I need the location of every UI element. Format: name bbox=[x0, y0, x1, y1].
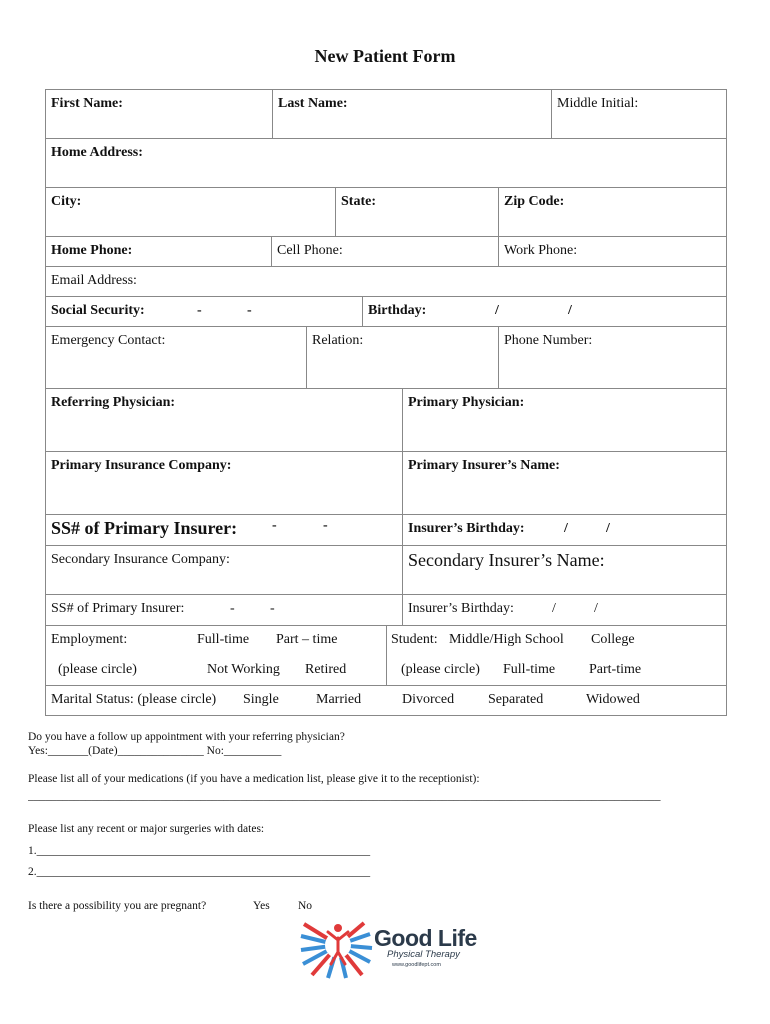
secondary-insurance-field[interactable]: Secondary Insurance Company: bbox=[51, 552, 230, 567]
email-row bbox=[46, 267, 726, 297]
ssn-dash: - bbox=[247, 303, 252, 318]
first-name-field[interactable]: First Name: bbox=[51, 96, 123, 111]
ssn-dash: - bbox=[197, 303, 202, 318]
pregnancy-question: Is there a possibility you are pregnant? bbox=[28, 900, 207, 912]
ssn-row bbox=[46, 297, 726, 327]
date-slash: / bbox=[552, 601, 556, 616]
home-address-field[interactable]: Home Address: bbox=[51, 145, 143, 160]
pregnancy-no-option[interactable]: No bbox=[298, 900, 313, 912]
option-full-time[interactable]: Full-time bbox=[197, 632, 250, 647]
surgeries-question: Please list any recent or major surgeries with dates: bbox=[28, 823, 265, 835]
emergency-row bbox=[46, 327, 726, 389]
date-slash: / bbox=[606, 521, 610, 536]
insurance-row bbox=[46, 452, 726, 515]
page-title: New Patient Form bbox=[314, 46, 456, 66]
ssn-dash: - bbox=[323, 518, 328, 533]
option-married[interactable]: Married bbox=[316, 692, 362, 707]
social-security-field[interactable]: Social Security: - - bbox=[51, 303, 252, 318]
zip-field[interactable]: Zip Code: bbox=[498, 188, 726, 236]
middle-initial-field[interactable]: Middle Initial: bbox=[551, 90, 726, 138]
option-not-working[interactable]: Not Working bbox=[207, 662, 280, 677]
secondary-insurer-birthday-field[interactable]: Insurer’s Birthday: / / bbox=[402, 595, 726, 625]
work-phone-field[interactable]: Work Phone: bbox=[498, 237, 726, 266]
logo-name: Good Life bbox=[374, 925, 477, 951]
address-row bbox=[46, 139, 726, 188]
primary-insurance-field[interactable]: Primary Insurance Company: bbox=[51, 458, 232, 473]
ssn-dash: - bbox=[230, 601, 235, 616]
medications-question: Please list all of your medications (if you have a medication list, please give it to the receptionist): bbox=[28, 773, 480, 785]
insurer-birthday-field[interactable]: Insurer’s Birthday: / / bbox=[402, 515, 726, 545]
logo-url: www.goodlifept.com bbox=[392, 962, 441, 968]
date-slash: / bbox=[564, 521, 568, 536]
follow-up-question: Do you have a follow up appointment with your referring physician? bbox=[28, 731, 345, 743]
city-row bbox=[46, 188, 726, 237]
ssn-dash: - bbox=[270, 601, 275, 616]
surgery-line-1[interactable]: 1.__________________________________________________________ bbox=[28, 845, 371, 857]
date-slash: / bbox=[594, 601, 598, 616]
primary-insurer-name-field[interactable]: Primary Insurer’s Name: bbox=[402, 452, 726, 514]
employment-field: Employment: Full-time Part – time (please circle) Not Working Retired bbox=[51, 632, 347, 677]
pregnancy-yes-option[interactable]: Yes bbox=[253, 900, 270, 912]
option-widowed[interactable]: Widowed bbox=[586, 692, 640, 707]
option-student-full-time[interactable]: Full-time bbox=[503, 662, 556, 677]
primary-insurer-ssn-field[interactable]: SS# of Primary Insurer: - - bbox=[51, 518, 328, 538]
date-slash: / bbox=[568, 303, 572, 318]
cell-phone-field[interactable]: Cell Phone: bbox=[271, 237, 498, 266]
option-divorced[interactable]: Divorced bbox=[402, 692, 455, 707]
secondary-insurer-name-field[interactable]: Secondary Insurer’s Name: bbox=[402, 546, 726, 594]
primary-insurer-ssn-row bbox=[46, 515, 726, 546]
birthday-field[interactable]: Birthday: / / bbox=[362, 297, 726, 326]
state-field[interactable]: State: bbox=[335, 188, 498, 236]
name-row bbox=[46, 90, 726, 139]
option-separated[interactable]: Separated bbox=[488, 692, 544, 707]
email-field[interactable]: Email Address: bbox=[51, 273, 137, 288]
home-phone-field[interactable]: Home Phone: bbox=[51, 243, 133, 258]
secondary-insurer-ssn-row bbox=[46, 595, 726, 626]
option-part-time[interactable]: Part – time bbox=[276, 632, 338, 647]
logo-tagline: Physical Therapy bbox=[387, 949, 460, 960]
secondary-insurer-ssn-field[interactable]: SS# of Primary Insurer: - - bbox=[51, 601, 275, 616]
marital-status-row bbox=[46, 686, 726, 716]
secondary-insurance-row bbox=[46, 546, 726, 595]
option-college[interactable]: College bbox=[591, 632, 635, 647]
student-field: Student: Middle/High School College (please circle) Full-time Part-time bbox=[386, 626, 726, 685]
date-slash: / bbox=[495, 303, 499, 318]
last-name-field[interactable]: Last Name: bbox=[272, 90, 551, 138]
physician-row bbox=[46, 389, 726, 452]
option-single[interactable]: Single bbox=[243, 692, 279, 707]
primary-physician-field[interactable]: Primary Physician: bbox=[402, 389, 726, 451]
option-retired[interactable]: Retired bbox=[305, 662, 347, 677]
medications-answer-line[interactable]: ______________________________________________________________________________________________________________ bbox=[28, 790, 661, 802]
patient-info-table bbox=[45, 89, 727, 716]
phone-row bbox=[46, 237, 726, 267]
city-field[interactable]: City: bbox=[51, 194, 82, 209]
option-middle-high-school[interactable]: Middle/High School bbox=[449, 632, 564, 647]
ssn-dash: - bbox=[272, 518, 277, 533]
phone-number-field[interactable]: Phone Number: bbox=[498, 327, 726, 388]
relation-field[interactable]: Relation: bbox=[306, 327, 498, 388]
referring-physician-field[interactable]: Referring Physician: bbox=[51, 395, 176, 410]
marital-status-field: Marital Status: (please circle) Single Married Divorced Separated Widowed bbox=[51, 692, 640, 707]
emergency-contact-field[interactable]: Emergency Contact: bbox=[51, 333, 166, 348]
surgery-line-2[interactable]: 2.__________________________________________________________ bbox=[28, 866, 371, 878]
employment-row bbox=[46, 626, 726, 686]
option-student-part-time[interactable]: Part-time bbox=[589, 662, 642, 677]
follow-up-answer-line[interactable]: Yes:_______(Date)_______________ No:__________ bbox=[28, 745, 282, 757]
